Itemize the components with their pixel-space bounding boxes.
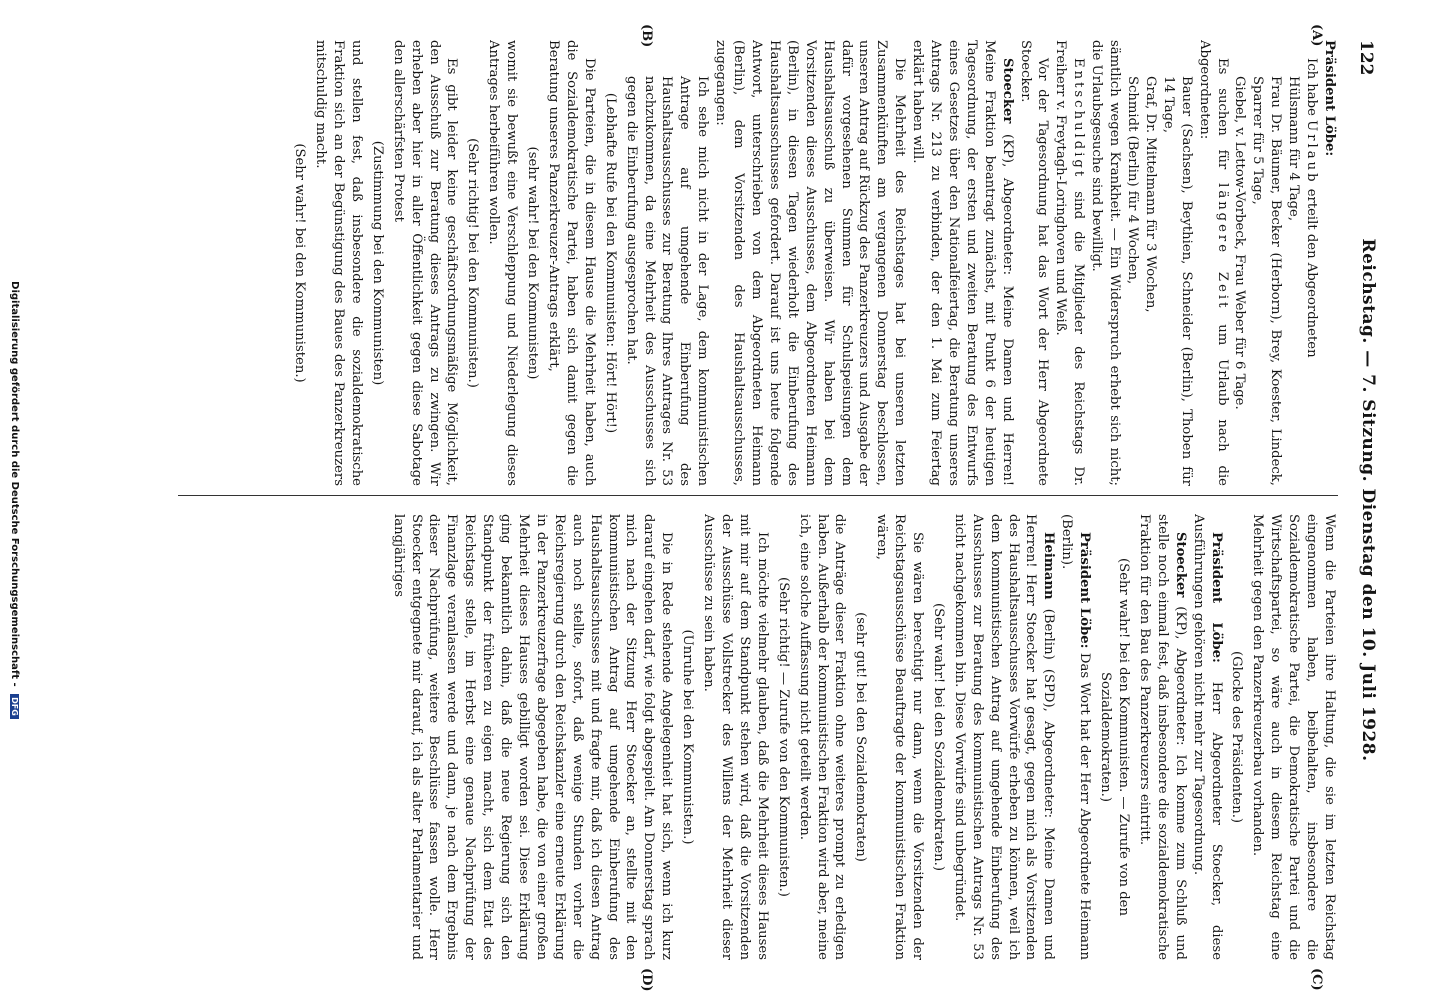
interjection: (Sehr wahr! bei den Kommunisten.) bbox=[292, 143, 308, 383]
interjection: (Zustimmung bei den Kommunisten) bbox=[369, 140, 385, 386]
interjection: (Sehr richtig! — Zurufe von den Kommunisten.) bbox=[775, 577, 791, 897]
speech-paragraph: Präsident Löbe: Das Wort hat der Herr Abgeordnete Heimann (Berlin). bbox=[1059, 514, 1093, 960]
name-list: Bauer (Sachsen), Beythien, Schneider (Berlin), Thoben für 14 Tage, bbox=[1160, 76, 1194, 486]
column-divider bbox=[178, 495, 1338, 496]
quoted-letter: Ich sehe mich nicht in der Lage, dem kommunistischen Antrage auf umgehende Einberufung des Haushaltsausschusses zur Beratung Ihres Antrages Nr. 53 nachzukommen, da eine Mehrheit des Ausschusses sich gegen die Einberufung ausgesprochen hat. bbox=[623, 76, 711, 486]
interjection: (Lebhafte Rufe bei den Kommunisten: Hört! Hört!) bbox=[602, 92, 618, 434]
paragraph: die Anträge dieser Fraktion ohne weiteres prompt zu erledigen haben. Außerhalb der kommunistischen Fraktion wird aber, meine ich, eine solche Auffassung nicht geteilt werden. bbox=[796, 514, 848, 960]
page-number: 122 bbox=[1356, 40, 1376, 76]
name-list: Frau Dr. Bäumer, Becker (Herborn), Brey, Koester, Lindeck, Sparrer für 5 Tage, bbox=[1250, 76, 1284, 486]
paragraph: Die in Rede stehende Angelegenheit hat sich, wenn ich kurz darauf eingehen darf, wie folgt abgespielt. Am Donnerstag sprach mich nach der Sitzung Herr Stoecker an, stellte mit den kommunistischen Antrag auf umgehende Einberufung des Haushaltsausschusses mit und fragte mir, daß ich diesen Antrag auch noch stellte, sofort, daß wenige Stunden vorher die Reichsregierung durch den Reichskanzler eine erneute Erklärung in der Panzerkreuzerfrage abgegeben habe, die von einer großen Mehrheit dieses Hauses gebilligt worden sei. Diese Erklärung ging bekanntlich dahin, daß die neue Regierung sich den Standpunkt der früheren zu eigen macht, sich dem Etat des Reichstags stelle, im Herbst eine genaue Nachprüfung der Finanzlage veranlassen werde und dann, je nach dem Ergebnis dieser Nachprüfung, weitere Beschlüsse fassen wolle. Herr Stoecker entgegnete mir darauf, ich als alter Parlamentarier und langjähriges bbox=[390, 514, 675, 960]
paragraph: womit sie bewußt eine Verschleppung und Niederlegung dieses Antrages herbeiführen wollen. bbox=[486, 40, 520, 486]
paragraph: Die Mehrheit des Reichstages hat bei unseren letzten Zusammenkünften am vergangenen Donnerstag beschlossen, unseren Antrag auf Rückzug des Panzerkreuzers und Ausgabe der dafür vorgesehenen Summen für Schulspeisungen dem Haushaltsausschuß zu überweisen. Wir haben bei dem Vorsitzenden dieses Ausschusses, dem Abgeordneten Heimann (Berlin), in diesen Tagen wiederholt die Einberufung des Haushaltsausschusses gefordert. Darauf ist uns heute folgende Antwort, unterschrieben von dem Abgeordneten Heimann (Berlin), dem Vorsitzenden des Haushaltsausschusses, zugegangen: bbox=[713, 40, 908, 486]
interjection: (Sehr wahr! bei den Kommunisten. — Zurufe von den Sozialdemokraten.) bbox=[1098, 558, 1132, 916]
paragraph: Entschuldigt sind die Mitglieder des Reichstags Dr. Freiherr v. Freytagh-Loringhoven und Weiß. bbox=[1053, 40, 1087, 486]
interjection: (Sehr richtig! bei den Kommunisten.) bbox=[465, 138, 481, 388]
paragraph: Wenn die Parteien ihre Haltung, die sie im letzten Reichstag eingenommen haben, beibehalten, insbesondere die Sozialdemokratische Partei, die Demokratische Partei und die Wirtschaftspartei, so wäre auch in diesem Reichstag eine Mehrheit gegen den Panzerkreuzerbau vorhanden. bbox=[1250, 514, 1337, 960]
paragraph: Es gibt leider keine geschäftsordnungsmäßige Möglichkeit, den Ausschuß zur Beratung dieses Antrags zu zwingen. Wir erheben aber hier in aller Öffentlichkeit gegen diese Sabotage den allerschärfsten Protest bbox=[390, 40, 460, 486]
name-list: Hülsmann für 4 Tage, bbox=[1286, 76, 1302, 222]
speech-paragraph: Stoecker (KP), Abgeordneter: Meine Damen und Herren! Meine Fraktion beantragt zunächst, mit Punkt 6 der heutigen Tagesordnung, der ersten und zweiten Beratung des Entwurfs eines Gesetzes über den Nationalfeiertag, die Beratung unseres Antrags Nr. 213 zu verbinden, der den 1. Mai zum Feiertag erklärt haben will. bbox=[910, 40, 1015, 486]
credit-text: Digitalisierung gefördert durch die Deutsche Forschungsgemeinschaft - bbox=[9, 281, 20, 687]
running-title: Reichstag. — 7. Sitzung. Dienstag den 10. Juli 1928. bbox=[1358, 238, 1378, 762]
interjection: (Unruhe bei den Kommunisten.) bbox=[680, 629, 696, 845]
name-list: Giebel, v. Lettow-Vorbeck, Frau Weber für 6 Tage. bbox=[1232, 76, 1248, 410]
paragraph: Ich möchte vielmehr glauben, daß die Mehrheit dieses Hauses mit mir auf dem Standpunkt stehen wird, daß die Vorsitzenden der Ausschüsse Vollstrecker des Willens der Mehrheit dieser Ausschüsse zu sein haben. bbox=[701, 514, 770, 960]
speech-paragraph: Heimann (Berlin) (SPD), Abgeordneter: Meine Damen und Herren! Herr Stoecker hat gesagt, gegen mich als Vorsitzenden des Haushaltsausschusses Vorwürfe erheben zu können, weil ich dem kommunistischen Antrag auf umgehende Einberufung des Ausschusses zur Beratung des kommunistischen Antrags Nr. 53 nicht nachgekommen bin. Diese Vorwürfe sind unbegründet. bbox=[951, 514, 1057, 960]
margin-mark-c: (C) bbox=[1309, 968, 1324, 991]
margin-mark-b: (B) bbox=[639, 24, 654, 48]
right-column bbox=[168, 514, 1338, 960]
paragraph: Vor der Tagesordnung hat das Wort der Herr Abgeordnete Stoecker. bbox=[1017, 40, 1051, 486]
dfg-logo: DFG bbox=[11, 694, 20, 719]
paragraph: sämtlich wegen Krankheit. — Ein Widerspruch erhebt sich nicht; die Urlaubsgesuche sind bewilligt. bbox=[1089, 40, 1123, 486]
left-column bbox=[168, 40, 1338, 486]
paragraph: und stellen fest, daß insbesondere die sozialdemokratische Fraktion sich an der Begünstigung des Baues des Panzerkreuzers mitschuldig macht. bbox=[313, 40, 364, 486]
interjection: (sehr wahr! bei den Kommunisten) bbox=[525, 146, 541, 380]
interjection: (Glocke des Präsidenten.) bbox=[1229, 650, 1245, 824]
paragraph: Es suchen für längere Zeit um Urlaub nach die Abgeordneten: bbox=[1196, 40, 1230, 486]
interjection: (Sehr wahr! bei den Sozialdemokraten.) bbox=[930, 603, 946, 871]
speaker-label: Präsident Löbe: bbox=[1322, 40, 1337, 157]
name-list: Schmidt (Berlin) für 4 Wochen, bbox=[1125, 76, 1141, 285]
page-header bbox=[1348, 40, 1378, 960]
digitization-credit bbox=[4, 0, 20, 1000]
name-list: Graf, Dr. Mittelmann für 3 Wochen, bbox=[1142, 76, 1158, 313]
paragraph: Die Parteien, die in diesem Hause die Mehrheit haben, auch die Sozialdemokratische Partei, haben sich damit gegen die Beratung unseres Panzerkreuzer-Antrags erklärt, bbox=[546, 40, 597, 486]
paragraph: Ich habe Urlaub erteilt den Abgeordneten bbox=[1304, 58, 1320, 358]
speech-paragraph: Präsident Löbe: Herr Abgeordneter Stoecker, diese Ausführungen gehören nicht mehr zur Tagesordnung. bbox=[1190, 514, 1224, 960]
margin-mark-d: (D) bbox=[639, 968, 654, 992]
speech-paragraph: Stoecker (KP), Abgeordneter: Ich komme zum Schluß und stelle noch einmal fest, daß insbesondere die sozialdemokratische Fraktion für den Bau des Panzerkreuzers eintritt. bbox=[1136, 514, 1188, 960]
interjection: (sehr gut! bei den Sozialdemokraten) bbox=[853, 612, 869, 862]
paragraph: Sie wären berechtigt nur dann, wenn die Vorsitzenden der Reichstagsausschüsse Beauftragte der kommunistischen Fraktion wären, bbox=[874, 514, 926, 960]
margin-mark-a: (A) bbox=[1309, 24, 1324, 47]
